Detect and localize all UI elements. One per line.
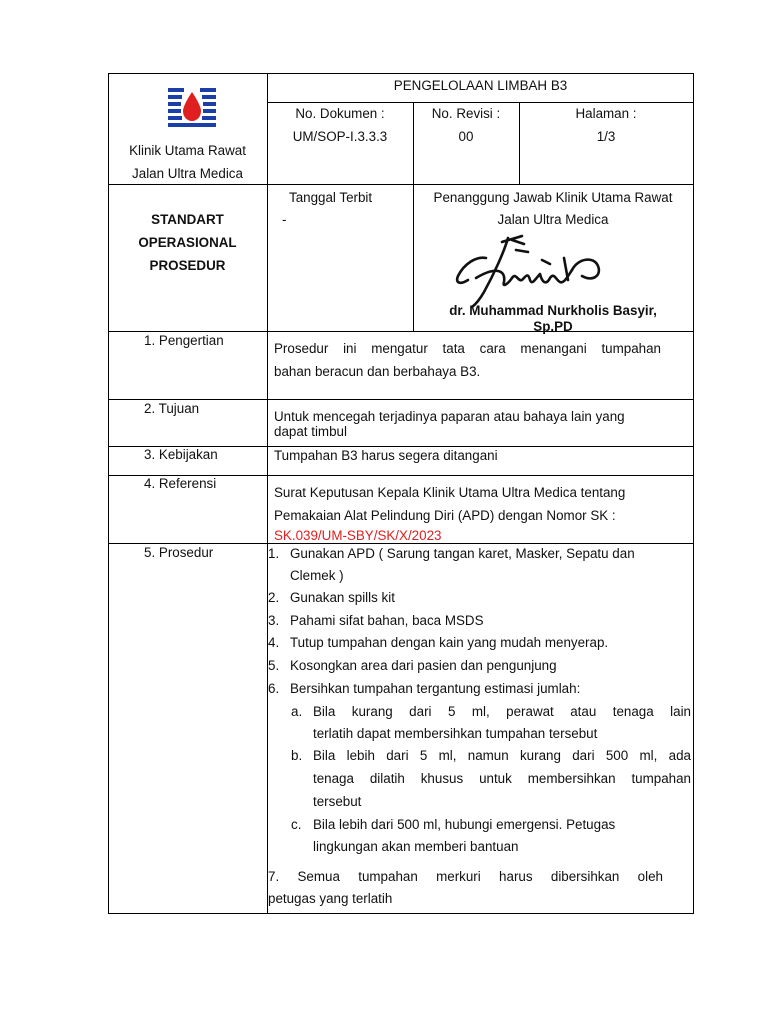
signature-mark bbox=[446, 230, 616, 310]
clinic-logo-icon bbox=[166, 86, 218, 130]
kebijakan-line1: Tumpahan B3 harus segera ditangani bbox=[274, 448, 498, 463]
step-text: Gunakan spills kit bbox=[290, 590, 395, 605]
substep-letter: a. bbox=[291, 704, 303, 719]
tujuan-line1: Untuk mencegah terjadinya paparan atau bahaya lain yang bbox=[274, 409, 625, 424]
substep-text: terlatih dapat membersihkan tumpahan tersebut bbox=[313, 726, 598, 741]
substep-text: Bila lebih dari 5 ml, namun kurang dari 500 ml, ada bbox=[313, 748, 691, 763]
tanggal-terbit-value: - bbox=[282, 212, 287, 227]
section-label-prosedur: 5. Prosedur bbox=[144, 545, 214, 560]
substep-text: tersebut bbox=[313, 794, 362, 809]
signer-name-line1: dr. Muhammad Nurkholis Basyir, bbox=[449, 303, 657, 318]
referensi-line2: Pemakaian Alat Pelindung Diri (APD) dengan Nomor SK : bbox=[274, 508, 616, 523]
substep-text: lingkungan akan memberi bantuan bbox=[313, 839, 519, 854]
step-number: 1. bbox=[268, 546, 280, 561]
tujuan-line2: dapat timbul bbox=[274, 424, 347, 439]
step-text: Gunakan APD ( Sarung tangan karet, Masker, Sepatu dan bbox=[290, 546, 635, 561]
table-column-divider bbox=[267, 73, 268, 914]
penanggung-jawab-line1: Penanggung Jawab Klinik Utama Rawat bbox=[433, 190, 673, 205]
section-label-pengertian: 1. Pengertian bbox=[144, 333, 224, 348]
pengertian-line2: bahan beracun dan berbahaya B3. bbox=[274, 364, 481, 379]
referensi-sk-number: SK.039/UM-SBY/SK/X/2023 bbox=[274, 528, 442, 543]
substep-text: tenaga dilatih khusus untuk membersihkan tumpahan bbox=[313, 771, 691, 786]
title-row-divider bbox=[267, 102, 694, 103]
step-number: 5. bbox=[268, 658, 280, 673]
table-border-right bbox=[693, 73, 694, 914]
section-label-referensi: 4. Referensi bbox=[144, 476, 217, 491]
sop-title-line1: STANDART bbox=[151, 212, 224, 227]
substep-letter: c. bbox=[291, 817, 302, 832]
sop-title-line3: PROSEDUR bbox=[149, 258, 226, 273]
clinic-name-line2: Jalan Ultra Medica bbox=[132, 166, 243, 181]
table-border-bottom bbox=[108, 913, 694, 914]
penanggung-jawab-line2: Jalan Ultra Medica bbox=[497, 212, 609, 227]
step7-line1: 7. Semua tumpahan merkuri harus dibersihkan oleh bbox=[268, 869, 663, 884]
section-label-kebijakan: 3. Kebijakan bbox=[144, 447, 218, 462]
step-text: Clemek ) bbox=[290, 568, 344, 583]
pengertian-line1: Prosedur ini mengatur tata cara menangani tumpahan bbox=[274, 341, 661, 356]
step-number: 2. bbox=[268, 590, 280, 605]
section-label-tujuan: 2. Tujuan bbox=[144, 401, 200, 416]
substep-text: Bila kurang dari 5 ml, perawat atau tenaga lain bbox=[313, 704, 691, 719]
step-text: Tutup tumpahan dengan kain yang mudah menyerap. bbox=[290, 635, 609, 650]
substep-letter: b. bbox=[291, 748, 303, 763]
referensi-line1: Surat Keputusan Kepala Klinik Utama Ultra Medica tentang bbox=[274, 485, 626, 500]
step-text: Bersihkan tumpahan tergantung estimasi jumlah: bbox=[290, 681, 581, 696]
header-row-divider bbox=[108, 184, 694, 185]
step-number: 6. bbox=[268, 681, 280, 696]
tanggal-terbit-label: Tanggal Terbit bbox=[289, 190, 373, 205]
step7-line2: petugas yang terlatih bbox=[268, 891, 393, 906]
clinic-name-line1: Klinik Utama Rawat bbox=[129, 143, 246, 158]
no-dokumen-value: UM/SOP-I.3.3.3 bbox=[292, 129, 388, 144]
step-text: Pahami sifat bahan, baca MSDS bbox=[290, 613, 484, 628]
step-number: 4. bbox=[268, 635, 280, 650]
step-text: Kosongkan area dari pasien dan pengunjung bbox=[290, 658, 557, 673]
document-title: PENGELOLAAN LIMBAH B3 bbox=[393, 78, 568, 93]
step-number: 3. bbox=[268, 613, 280, 628]
no-revisi-label: No. Revisi : bbox=[431, 106, 501, 121]
signer-name-line2: Sp.PD bbox=[533, 319, 573, 334]
halaman-value: 1/3 bbox=[596, 129, 616, 144]
no-revisi-value: 00 bbox=[458, 129, 474, 144]
table-border-top bbox=[108, 73, 694, 74]
table-border-left bbox=[108, 73, 109, 914]
no-dokumen-label: No. Dokumen : bbox=[295, 106, 385, 121]
substep-text: Bila lebih dari 500 ml, hubungi emergensi. Petugas bbox=[313, 817, 616, 832]
halaman-label: Halaman : bbox=[575, 106, 637, 121]
sop-title-line2: OPERASIONAL bbox=[138, 235, 237, 250]
